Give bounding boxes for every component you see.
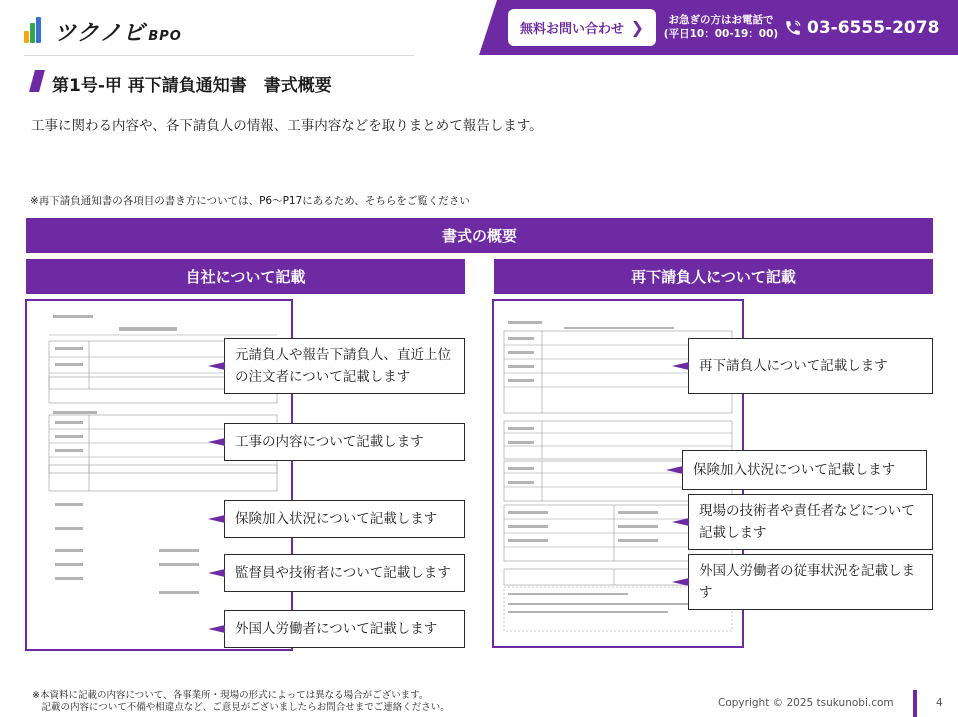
copyright: Copyright © 2025 tsukunobi.com	[718, 697, 894, 709]
left-heading-label: 自社について記載	[185, 268, 306, 286]
contact-button[interactable]	[508, 9, 656, 46]
logo-wordmark: ツクノビ BPO	[54, 20, 182, 46]
left-callout-2-text: 工事の内容について記載します	[235, 434, 424, 450]
lead-text: 工事に関わる内容や、各下請負人の情報、工事内容などを取りまとめて報告します。	[31, 118, 543, 134]
logo[interactable]	[24, 14, 214, 48]
right-callout-2	[682, 450, 927, 490]
right-callout-2-text: 保険加入状況について記載します	[693, 462, 896, 478]
left-callout-4-text: 監督員や技術者について記載します	[235, 565, 451, 581]
left-heading	[26, 259, 465, 294]
section-banner-label: 書式の概要	[441, 227, 517, 245]
left-callout-3	[224, 500, 465, 538]
left-callout-5-text: 外国人労働者について記載します	[235, 621, 438, 637]
right-heading	[494, 259, 933, 294]
page-number: 4	[936, 697, 943, 709]
right-callout-3-text: 現場の技術者や責任者などについて記載します	[699, 503, 915, 541]
right-callout-4-text: 外国人労働者の従事状況を記載します	[699, 563, 915, 601]
footer-note-line-1: ※本資料に記載の内容について、各事業所・現場の形式によっては異なる場合がございます。	[32, 690, 429, 701]
title-accent	[29, 70, 45, 92]
right-callout-1-text: 再下請負人について記載します	[699, 358, 888, 374]
footer-note-line-2: 記載の内容について不備や相違点など、ご意見がございましたらお問合せまでご連絡ください。	[32, 702, 450, 713]
left-callout-1	[224, 338, 465, 394]
hours-line-2: (平日10：00-19：00)	[663, 28, 779, 40]
left-callout-2	[224, 423, 465, 461]
logo-bars-icon	[24, 17, 46, 45]
left-callout-3-text: 保険加入状況について記載します	[235, 511, 438, 527]
right-callout-1	[688, 338, 933, 394]
hours-line-1: お急ぎの方はお電話で	[668, 14, 774, 26]
left-callout-5	[224, 610, 465, 648]
header-divider	[24, 55, 414, 56]
right-callout-3	[688, 494, 933, 550]
phone-number: 03-6555-2078	[807, 18, 940, 38]
page-number-accent	[913, 690, 917, 717]
chevron-right-icon: ❯	[630, 18, 644, 37]
section-banner	[26, 218, 933, 253]
left-callout-1-text: 元請負人や報告下請負人、直近上位の注文者について記載します	[235, 347, 451, 385]
right-heading-label: 再下請負人について記載	[631, 268, 796, 286]
page-title: 第1号-甲 再下請負通知書 書式概要	[52, 76, 332, 96]
left-callout-4	[224, 554, 465, 592]
phone-link[interactable]	[784, 13, 939, 43]
reference-note: ※再下請負通知書の各項目の書き方については、P6～P17にあるため、そちらをご覧ください	[30, 195, 470, 207]
phone-icon	[784, 19, 802, 37]
contact-button-label: 無料お問い合わせ	[520, 22, 625, 37]
right-callout-4	[688, 554, 933, 610]
footer-note	[32, 690, 450, 714]
business-hours	[660, 13, 782, 41]
